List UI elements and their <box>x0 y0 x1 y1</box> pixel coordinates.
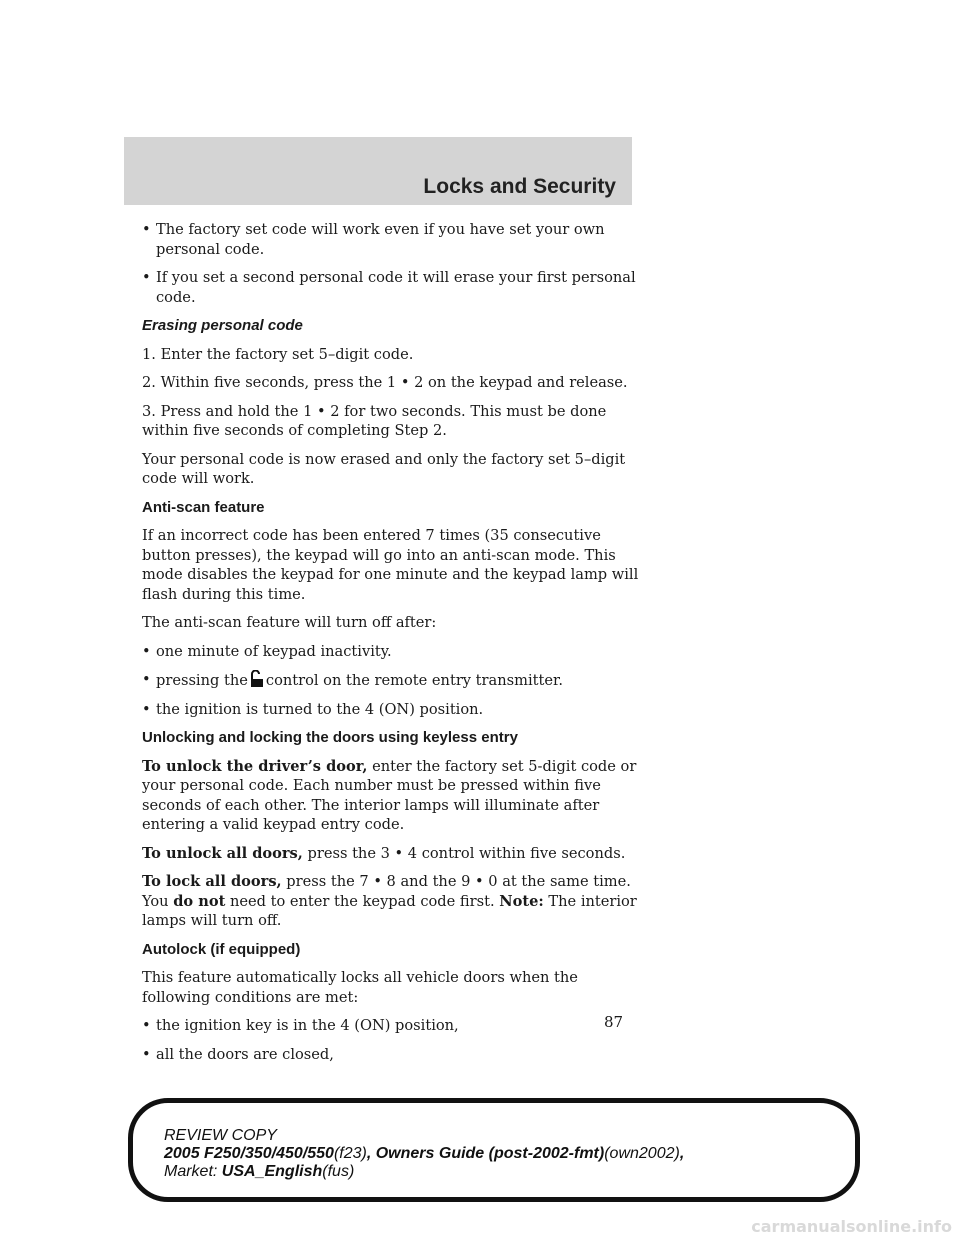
bullet-text: one minute of keypad inactivity. <box>156 642 392 660</box>
market-label: Market: <box>164 1163 218 1180</box>
antiscan-heading: Anti-scan feature <box>142 498 265 516</box>
lock-all-label: To lock all doors, <box>142 873 282 890</box>
unlock-all-paragraph <box>142 844 642 864</box>
list-item <box>142 1045 642 1065</box>
section-title: Locks and Security <box>423 175 616 198</box>
unlock-driver-text: enter the factory set 5-digit code or your personal code. Each number must be pressed within five seconds of each other. The interior lamps will illuminate after entering a valid keypad entry code. <box>142 757 637 833</box>
unlock-driver-label: To unlock the driver’s door, <box>142 757 368 775</box>
bullet-text: The factory set code will work even if you have set your own personal code. <box>156 221 605 258</box>
bullet-text <box>156 670 642 691</box>
erasing-heading: Erasing personal code <box>142 317 303 334</box>
unlock-all-label: To unlock all doors, <box>142 844 303 862</box>
autolock-paragraph: This feature automatically locks all vehicle doors when the following conditions are met: <box>142 969 578 1006</box>
unlock-all-text: press the 3 • 4 control within five seconds. <box>302 844 626 862</box>
erasing-step: 3. Press and hold the 1 • 2 for two seconds. This must be done within five seconds of completing Step 2. <box>142 402 607 439</box>
separator: , <box>366 1145 376 1162</box>
erasing-step: 2. Within five seconds, press the 1 • 2 on the keypad and release. <box>142 374 628 391</box>
antiscan-paragraph: If an incorrect code has been entered 7 times (35 consecutive button presses), the keypad will go into an anti-scan mode. This mode disables the keypad for one minute and the keypad lamp will flash during this time. <box>142 527 639 603</box>
watermark: carmanualsonline.info <box>751 1217 952 1236</box>
model-name: 2005 F250/350/450/550 <box>164 1145 334 1162</box>
line-end: , <box>679 1145 685 1162</box>
bullet-dot: • <box>142 642 151 660</box>
bullet-text: If you set a second personal code it will erase your first personal code. <box>156 269 636 306</box>
model-line <box>164 1145 684 1163</box>
bullet-text: all the doors are closed, <box>156 1045 334 1063</box>
page-content <box>142 220 642 1073</box>
list-item <box>142 642 642 662</box>
header-band <box>124 137 632 205</box>
bullet-dot: • <box>142 221 151 238</box>
page-number: 87 <box>604 1013 624 1031</box>
list-item <box>142 1016 642 1036</box>
review-copy-text <box>164 1127 684 1181</box>
guide-code: (own2002) <box>604 1145 680 1162</box>
bullet-dot: • <box>142 671 151 688</box>
list-item <box>142 220 642 259</box>
market-code: (fus) <box>322 1163 355 1180</box>
note-label: Note: <box>499 892 544 910</box>
lock-all-emphasis: do not <box>173 892 226 910</box>
lock-all-text: press the 7 • 8 and the 9 • 0 at the same time. You <box>142 873 631 910</box>
bullet-text: the ignition is turned to the 4 (ON) position. <box>156 700 484 718</box>
bullet-dot: • <box>142 700 151 718</box>
unlocking-heading: Unlocking and locking the doors using keyless entry <box>142 729 518 746</box>
note-text: The interior lamps will turn off. <box>142 892 637 929</box>
bullet-text-pre: pressing the <box>156 672 248 689</box>
guide-name: Owners Guide (post-2002-fmt) <box>375 1145 605 1162</box>
unlock-icon <box>250 670 264 688</box>
market-value: USA_English <box>221 1163 323 1180</box>
erasing-note: Your personal code is now erased and only the factory set 5–digit code will work. <box>142 450 626 487</box>
antiscan-intro: The anti-scan feature will turn off after: <box>142 614 437 631</box>
erasing-step: 1. Enter the factory set 5–digit code. <box>142 345 414 363</box>
bullet-dot: • <box>142 1045 151 1063</box>
lock-all-text-2: need to enter the keypad code first. <box>225 892 500 910</box>
bullet-dot: • <box>142 269 151 286</box>
bullet-dot: • <box>142 1017 151 1034</box>
review-copy-line: REVIEW COPY <box>164 1127 277 1144</box>
unlock-driver-paragraph <box>142 757 642 835</box>
autolock-heading: Autolock (if equipped) <box>142 940 301 958</box>
market-line <box>164 1163 684 1181</box>
list-item <box>142 268 642 307</box>
bullet-text-post: control on the remote entry transmitter. <box>265 672 563 689</box>
model-code: (f23) <box>333 1145 367 1162</box>
lock-all-paragraph <box>142 872 642 931</box>
list-item <box>142 670 642 691</box>
bullet-text: the ignition key is in the 4 (ON) position, <box>156 1017 459 1034</box>
list-item <box>142 700 642 720</box>
